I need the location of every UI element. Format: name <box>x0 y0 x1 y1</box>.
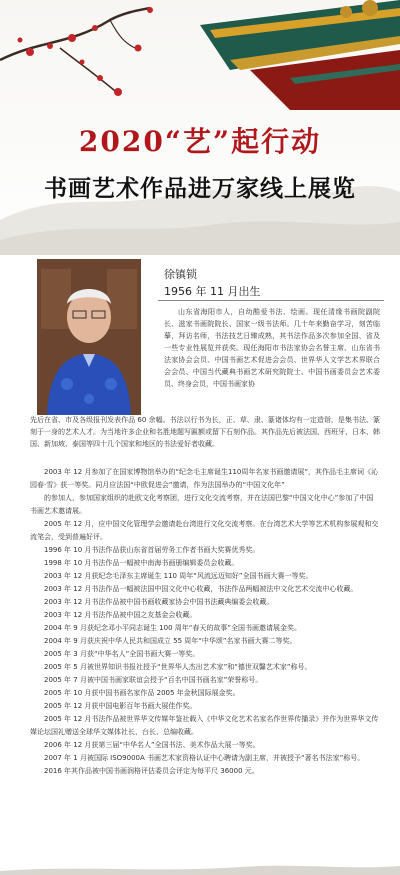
achievement-item: 2005 年 3 月获“中华名人”全国书画大赛一等奖。 <box>44 650 200 658</box>
plum-blossom-branch-illustration <box>0 0 170 110</box>
achievement-item: 2007 年 1 月被国际 ISO9000A 书画艺术家资格认证中心聘请为副主席，并被授予“著名书法家”称号。 <box>44 754 365 762</box>
artist-portrait <box>37 259 141 415</box>
achievement-item: 2005 年 12 月书法作品被世界华文传媒年鉴社载入《中华文化艺术名家名作世界传播录》并作为世界华文传媒论坛国礼赠送全球华文媒体社长、台长、总编收藏。 <box>30 715 379 736</box>
achievement-item: 2003 年 12 月参加了在国家博物馆举办的“纪念毛主席诞生110周年名家书画邀请展”，其作品毛主席词《沁园春·雪》获一等奖。同月应法国“中欧促进会”邀请，作为法国举办的“中国文化年” <box>30 468 379 489</box>
artist-bio-continued: 先后在省、市及各级报刊发表作品 60 余幅。书法以行书为长，正、草、隶、篆诸体均有一定造诣，是集书法、篆刻于一身的艺术人才。为当地许多企业和名胜地题写匾额或留下石刻作品。其作品先后被法国、西班牙、日本、韩国、新加坡、泰国等四十几个国家和地区的书法爱好者收藏。 <box>30 416 380 448</box>
banner-header <box>0 0 400 255</box>
achievement-item: 的参加人，参加国家组织的赴欧文化考察团，进行文化交流考察，并在法国巴黎“中国文化中心”参加了中国书画艺术邀请展。 <box>30 494 374 515</box>
palace-roof-illustration <box>170 0 400 110</box>
achievement-item: 2005 年 12 月，应中国文化管理学会邀请赴台湾进行文化交流考察。在台湾艺术大学等艺术机构参展观和交流笔会，受到普遍好评。 <box>30 520 379 541</box>
artist-name: 徐镇锁 <box>164 268 197 281</box>
achievement-item: 2003 年 12 月获纪念毛泽东主席诞生 110 周年“风流远迈知好”全国书画大赛一等奖。 <box>44 572 313 580</box>
achievement-item: 1998 年 10 月书法作品一幅被中南海书画册编辑委员会收藏。 <box>44 559 239 567</box>
artist-bio-intro: 山东省海阳市人，自幼酷爱书法、绘画。现任清缘书画院副院长、滋家书画院院长、国家一级书法师。几十年来勤奋学习，刻苦临摹，拜访名师，书法技艺日臻成熟，其书法作品多次参加全国、省及一些专业性展览并获奖。现任海阳市书法家协会名誉主席、山东省书法家协会会员、中国书画艺术促进会会员、世界华人文学艺术界联合会会员、中国当代藏典书画艺术研究院院士、中国书画委员会艺术委员、终身会员，中国书画家协 <box>164 308 380 388</box>
achievement-item: 2004 年 9 月获纪念邓小平同志诞生 100 周年“春天的故事”全国书画邀请展金奖。 <box>44 624 302 632</box>
achievement-item: 2005 年 7 月被中国书画家联谊会授予“百名中国书画名家”荣誉称号。 <box>44 676 263 684</box>
achievement-item: 2016 年其作品被中国书画润格评估委员会评定为每平尺 36000 元。 <box>44 767 259 775</box>
achievement-item: 2004 年 9 月获庆祝中华人民共和国成立 55 周年“中华颂”名家书画大赛二等奖。 <box>44 637 297 645</box>
achievement-list <box>30 466 380 778</box>
achievement-item: 2003 年 12 月书法作品被中国书画收藏家协会中国书法藏典编委会收藏。 <box>44 598 274 606</box>
artist-birth-date: 1956 年 11 月出生 <box>164 285 261 298</box>
achievement-item: 2003 年 12 月书法作品一幅被法国中国文化中心收藏，书法作品两幅被法中文化艺术交流中心收藏。 <box>44 585 358 593</box>
achievement-item: 1996 年 10 月书法作品获山东省首届劳务工作者书画大奖赛优秀奖。 <box>44 546 260 554</box>
achievement-item: 2005 年 12 月获中国电影百年书画大展佳作奖。 <box>44 702 197 710</box>
achievement-item: 2003 年 12 月书法作品被中国之友基金会收藏。 <box>44 611 197 619</box>
achievement-item: 2005 年 5 月被世界知识书报社授予“世界华人杰出艺术家”和“德世双馨艺术家”称号。 <box>44 663 312 671</box>
name-divider <box>158 300 384 301</box>
achievement-item: 2006 年 12 月获第三届“中华名人”全国书法、美术作品大展一等奖。 <box>44 741 260 749</box>
ink-brush-footer <box>0 861 400 875</box>
banner-subtitle: 书画艺术作品进万家线上展览 <box>44 175 356 202</box>
banner-title: 2020“艺”起行动 <box>78 125 322 158</box>
achievement-item: 2005 年 10 月获中国书画名家作品 2005 年金秋国际展金奖。 <box>44 689 240 697</box>
